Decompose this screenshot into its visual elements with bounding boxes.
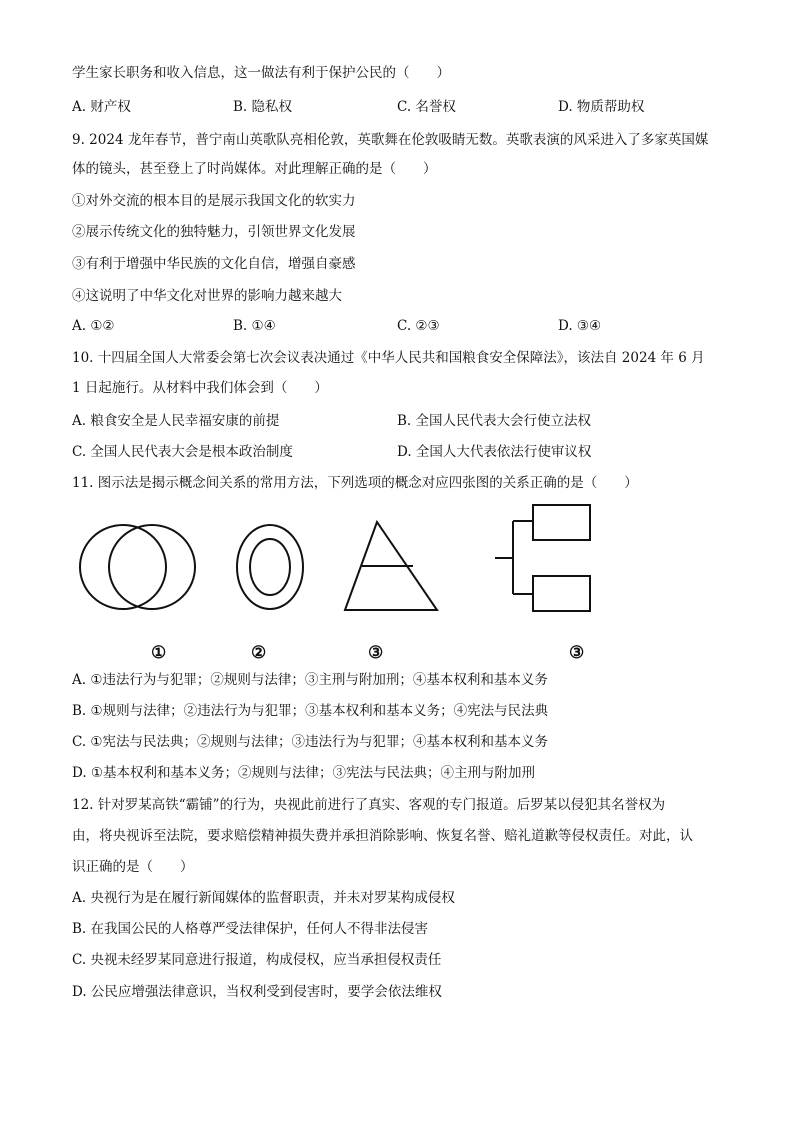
q9-statement-3: ③有利于增强中华民族的文化自信，增强自豪感 <box>72 256 356 272</box>
q12-stem-line1: 12. 针对罗某高铁“霸铺”的行为，央视此前进行了真实、客观的专门报道。后罗某以侵犯其名誉权为 <box>72 797 666 813</box>
q8-option-c: C. 名誉权 <box>397 99 456 115</box>
q9-option-b: B. ①④ <box>233 318 276 334</box>
ellipse-right <box>109 525 195 609</box>
q8-option-a: A. 财产权 <box>72 99 131 115</box>
q9-option-c: C. ②③ <box>397 318 440 334</box>
q12-stem-line2: 由，将央视诉至法院，要求赔偿精神损失费并承担消除影响、恢复名誉、赔礼道歉等侵权责任。对此，认 <box>72 828 693 844</box>
ellipse-outer <box>237 525 303 609</box>
q12-option-d: D. 公民应增强法律意识，当权利受到侵害时，要学会依法维权 <box>72 984 442 1000</box>
q12-option-c: C. 央视未经罗某同意进行报道，构成侵权，应当承担侵权责任 <box>72 952 442 968</box>
q9-stem-line2: 体的镜头，甚至登上了时尚媒体。对此理解正确的是（ ） <box>72 161 437 177</box>
q12-option-b: B. 在我国公民的人格尊严受法律保护，任何人不得非法侵害 <box>72 921 429 937</box>
q9-statement-1: ①对外交流的根本目的是展示我国文化的软实力 <box>72 193 356 209</box>
q11-option-d: D. ①基本权利和基本义务；②规则与法律；③宪法与民法典；④主刑与附加刑 <box>72 765 536 781</box>
q9-option-d: D. ③④ <box>558 318 602 334</box>
q12-option-a: A. 央视行为是在履行新闻媒体的监督职责，并未对罗某构成侵权 <box>72 890 455 906</box>
q11-option-a: A. ①违法行为与犯罪；②规则与法律；③主刑与附加刑；④基本权利和基本义务 <box>72 672 548 688</box>
figure-bracket-tree <box>495 505 590 611</box>
q9-option-a: A. ①② <box>72 318 115 334</box>
figure-nested-ellipses <box>237 525 303 609</box>
q8-option-b: B. 隐私权 <box>233 99 293 115</box>
figure-label-3: ③ <box>368 643 384 663</box>
figure-label-4: ③ <box>569 643 585 663</box>
q11-stem: 11. 图示法是揭示概念间关系的常用方法，下列选项的概念对应四张图的关系正确的是（ ） <box>72 475 638 491</box>
ellipse-left <box>80 525 166 609</box>
figure-overlapping-ellipses <box>80 525 195 609</box>
q11-option-c: C. ①宪法与民法典；②规则与法律；③违法行为与犯罪；④基本权利和基本义务 <box>72 734 549 750</box>
figure-divided-triangle <box>345 522 437 610</box>
ellipse-inner <box>250 539 290 595</box>
q9-statement-4: ④这说明了中华文化对世界的影响力越来越大 <box>72 288 342 304</box>
tree-box-top <box>533 505 590 540</box>
q8-stem-tail: 学生家长职务和收入信息，这一做法有利于保护公民的（ ） <box>72 65 450 81</box>
q9-statement-2: ②展示传统文化的独特魅力，引领世界文化发展 <box>72 224 356 240</box>
figure-label-2: ② <box>251 643 267 663</box>
figure-label-1: ① <box>151 643 167 663</box>
q10-stem-line2: 1 日起施行。从材料中我们体会到（ ） <box>72 380 328 396</box>
tree-box-bottom <box>533 576 590 611</box>
q9-stem-line1: 9. 2024 龙年春节，普宁南山英歌队亮相伦敦，英歌舞在伦敦吸睛无数。英歌表演的风采进入了多家英国媒 <box>72 132 709 148</box>
q10-option-d: D. 全国人大代表依法行使审议权 <box>397 444 592 460</box>
q10-option-c: C. 全国人民代表大会是根本政治制度 <box>72 444 293 460</box>
q10-stem-line1: 10. 十四届全国人大常委会第七次会议表决通过《中华人民共和国粮食安全保障法》，该法自 2024 年 6 月 <box>72 350 705 366</box>
q12-stem-line3: 识正确的是（ ） <box>72 859 194 875</box>
q10-option-b: B. 全国人民代表大会行使立法权 <box>397 413 592 429</box>
q11-option-b: B. ①规则与法律；②违法行为与犯罪；③基本权利和基本义务；④宪法与民法典 <box>72 703 549 719</box>
q8-option-d: D. 物质帮助权 <box>558 99 645 115</box>
q10-option-a: A. 粮食安全是人民幸福安康的前提 <box>72 413 280 429</box>
